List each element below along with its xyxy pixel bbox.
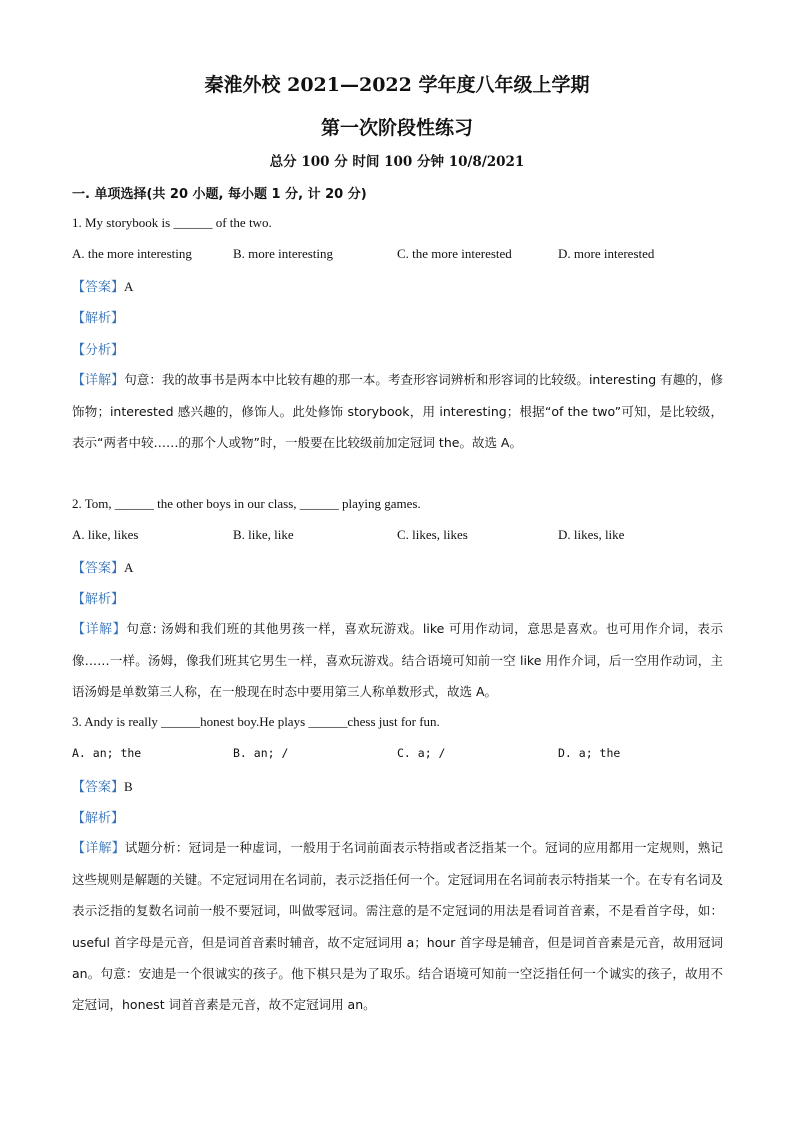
- option-c: C. a; /: [397, 746, 446, 760]
- detail-3: [72, 832, 723, 1020]
- fenxi-tag-1: 【分析】: [72, 343, 125, 358]
- option-d: D. a; the: [558, 746, 621, 760]
- option-b: B. an; /: [233, 746, 289, 760]
- exam-title: 秦淮外校 2021—2022 学年度八年级上学期: [204, 74, 590, 96]
- detail-2: [72, 613, 723, 708]
- answer-tag: 【答案】: [72, 780, 125, 795]
- detail-1: [72, 364, 723, 459]
- option-b: B. more interesting: [233, 246, 334, 261]
- answer-3: [72, 776, 133, 795]
- detail-tag: 【详解】: [72, 373, 125, 388]
- question-3-stem: 3. Andy is really ______honest boy.He plays ______chess just for fun.: [72, 714, 440, 729]
- question-2-options: [72, 527, 732, 545]
- question-2-stem: 2. Tom, ______ the other boys in our class, ______ playing games.: [72, 496, 421, 511]
- question-1-stem: 1. My storybook is ______ of the two.: [72, 215, 272, 230]
- option-b: B. like, like: [233, 527, 294, 542]
- option-c: C. the more interested: [397, 246, 512, 261]
- answer-value: A: [124, 560, 134, 575]
- detail-text: 句意: 汤姆和我们班的其他男孩一样，喜欢玩游戏。like 可用作动词，意思是喜欢。也可用作介词，表示像……一样。汤姆，像我们班其它男生一样，喜欢玩游戏。结合语境可知前一空 like 用作介词，后一空用作动词，主语汤姆是单数第三人称，在一般现在时态中要用第三人称单数形式，故选 A。: [72, 621, 723, 700]
- analysis-tag-1: 【解析】: [72, 311, 125, 326]
- answer-2: [72, 557, 133, 576]
- question-1-options: [72, 246, 732, 264]
- option-a: A. an; the: [72, 746, 142, 760]
- answer-tag: 【答案】: [72, 561, 125, 576]
- analysis-tag-3: 【解析】: [72, 811, 125, 826]
- detail-tag: 【详解】: [72, 841, 125, 856]
- answer-value: A: [124, 279, 134, 294]
- option-c: C. likes, likes: [397, 527, 468, 542]
- answer-tag: 【答案】: [72, 280, 125, 295]
- detail-tag: 【详解】: [72, 622, 127, 637]
- option-d: D. more interested: [558, 246, 655, 261]
- option-a: A. the more interesting: [72, 246, 192, 261]
- analysis-tag-2: 【解析】: [72, 592, 125, 607]
- answer-value: B: [124, 779, 133, 794]
- question-3-options: [72, 746, 732, 764]
- detail-text: 试题分析：冠词是一种虚词，一般用于名词前面表示特指或者泛指某一个。冠词的应用都用一定规则，熟记这些规则是解题的关键。不定冠词用在名词前，表示泛指任何一个。定冠词用在名词前表示特指某一个。在专有名词及表示泛指的复数名词前一般不要冠词，叫做零冠词。需注意的是不定冠词的用法是看词首音素，不是看首字母，如：useful 首字母是元音，但是词首音素时辅音，故不定冠词用 a；hour 首字母是辅音，但是词首音素是元音，故用冠词 an。句意：安迪是一个很诚实的孩子。他下棋只是为了取乐。结合语境可知前一空泛指任何一个诚实的孩子，故用不定冠词，honest 词首音素是元音，故不定冠词用 an。: [72, 840, 723, 1013]
- option-a: A. like, likes: [72, 527, 139, 542]
- exam-subtitle: 第一次阶段性练习: [320, 117, 473, 139]
- section-heading: 一. 单项选择(共 20 小题, 每小题 1 分, 计 20 分): [72, 187, 367, 202]
- option-d: D. likes, like: [558, 527, 625, 542]
- exam-info: 总分 100 分 时间 100 分钟 10/8/2021: [269, 154, 525, 170]
- answer-1: [72, 276, 133, 295]
- detail-text: 句意：我的故事书是两本中比较有趣的那一本。考查形容词辨析和形容词的比较级。interesting 有趣的，修饰物；interested 感兴趣的，修饰人。此处修饰 storybook，用 interesting；根据“of the two”可知，是比较级，表示“两者中较……的那个人或物”时，一般要在比较级前加定冠词 the。故选 A。: [72, 372, 723, 451]
